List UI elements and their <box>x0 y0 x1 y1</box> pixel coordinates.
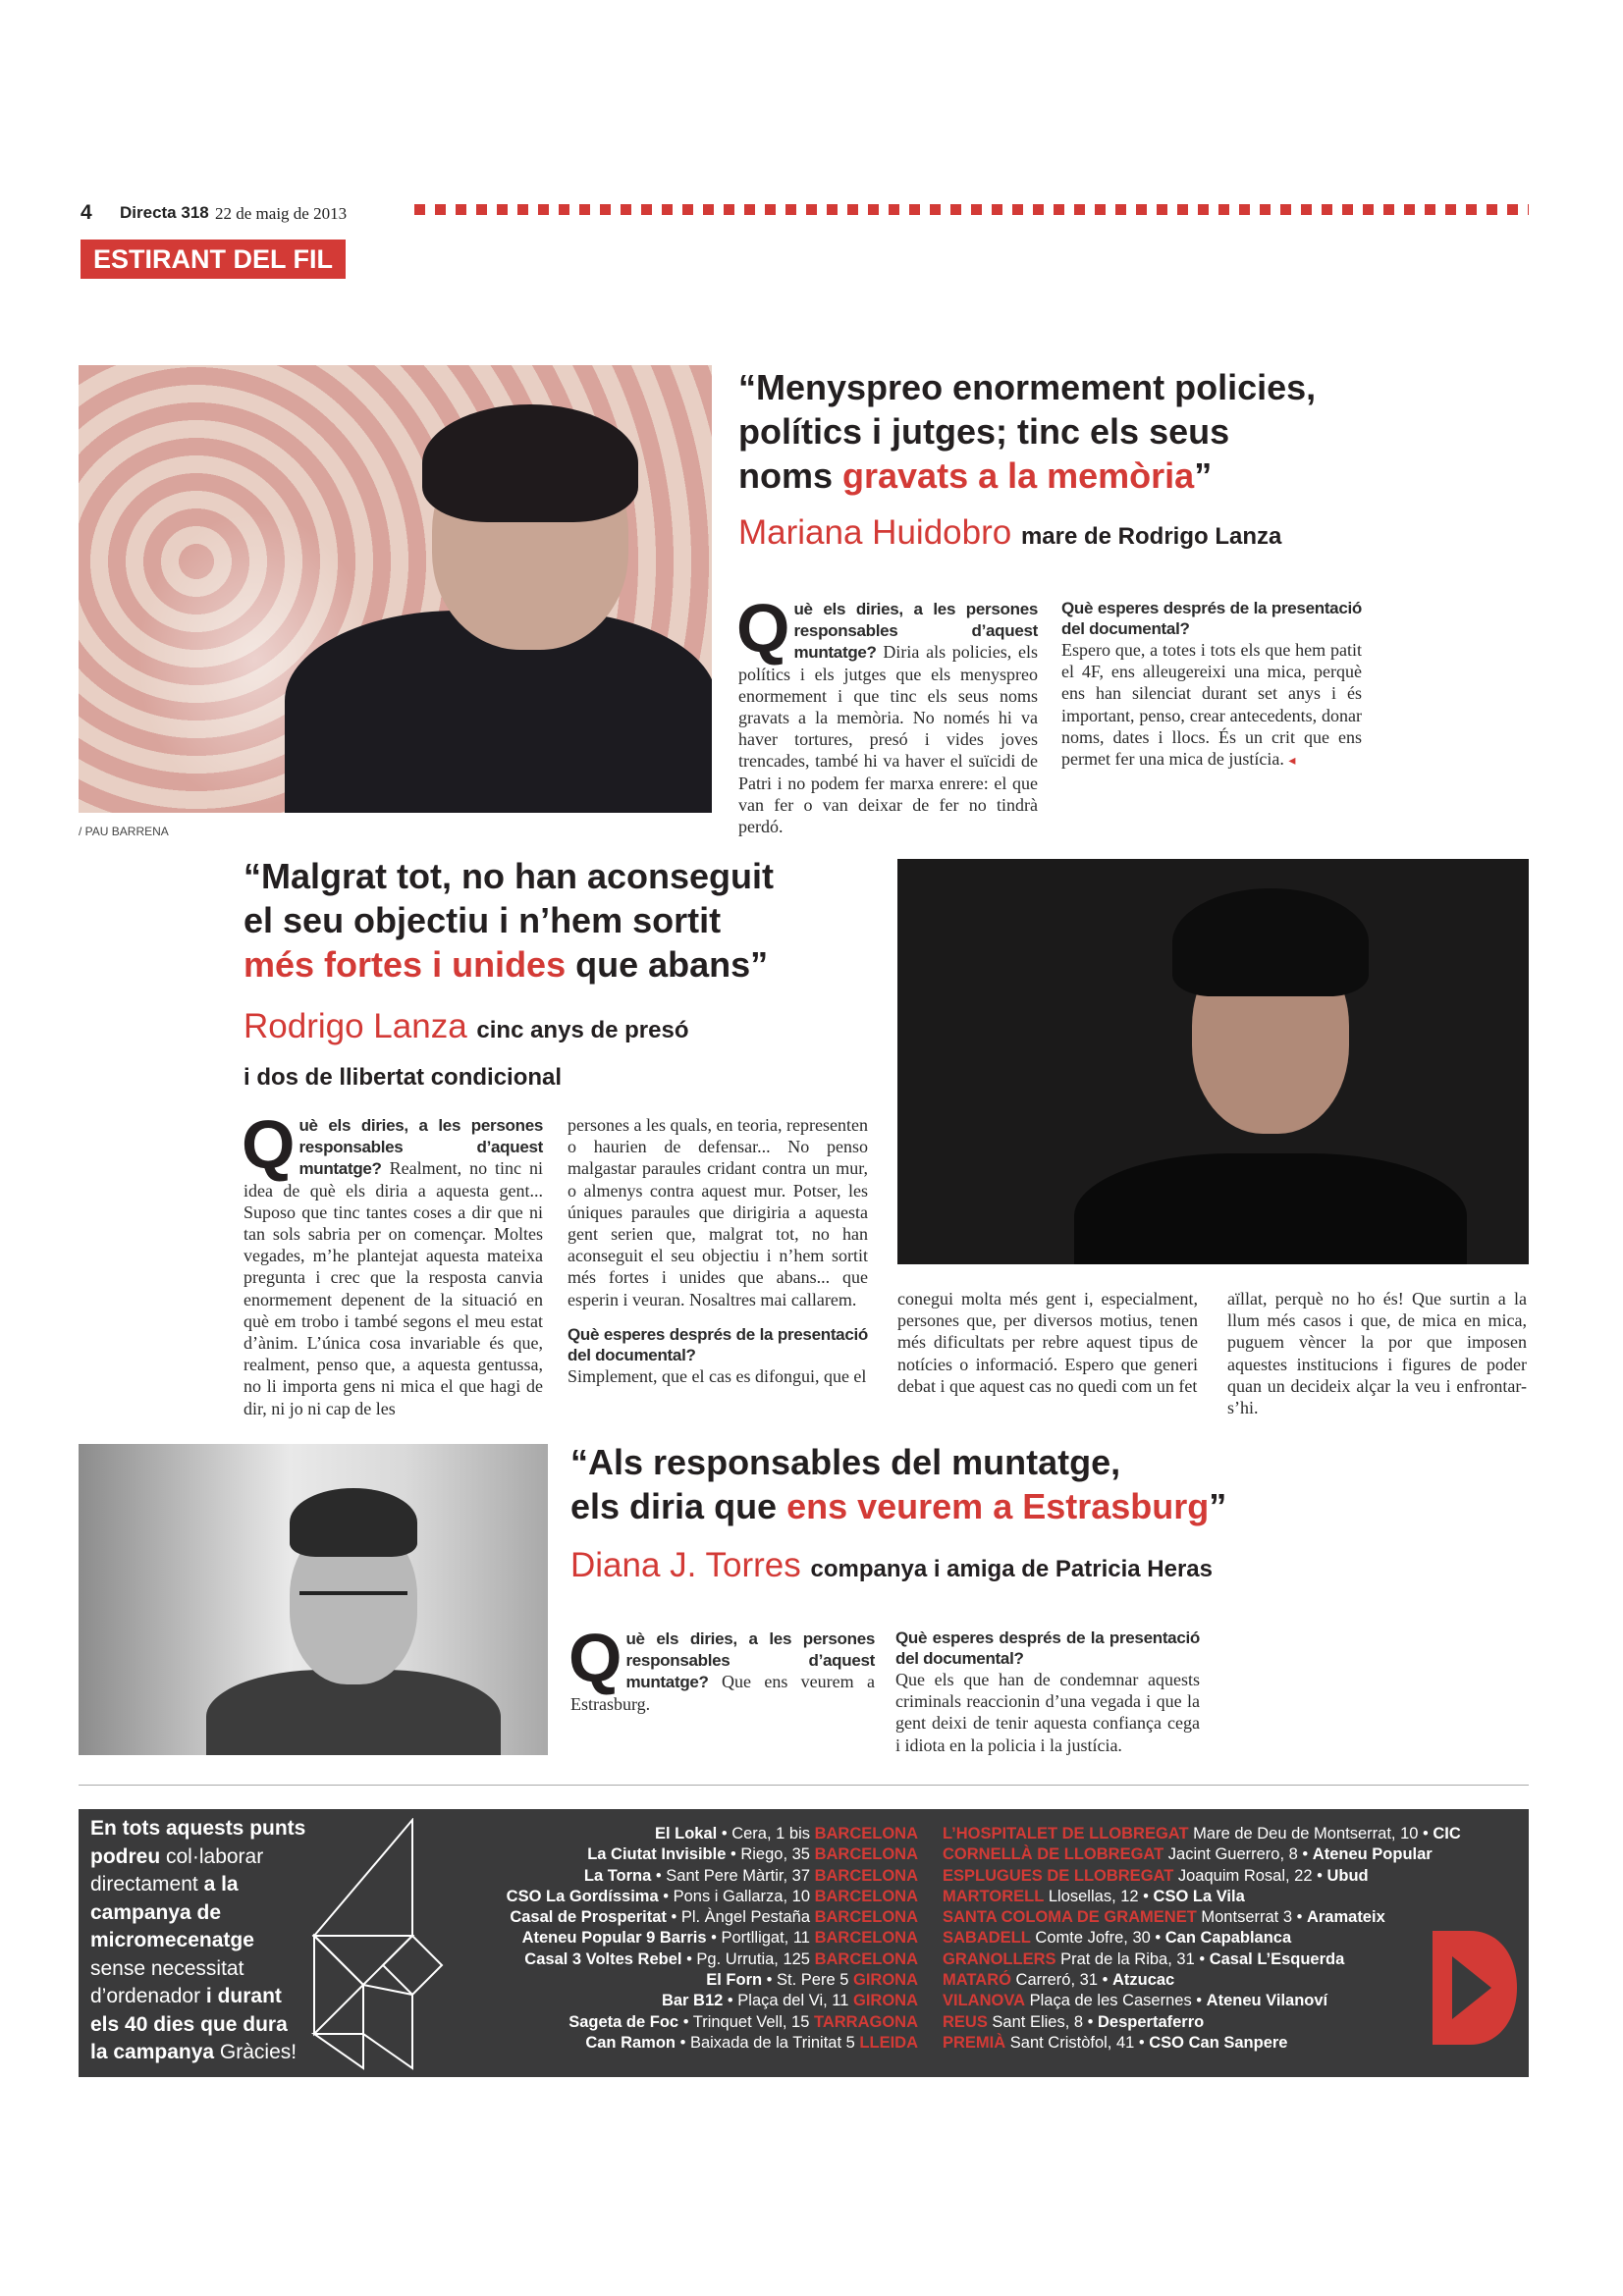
location-name: El Lokal <box>654 1825 718 1842</box>
location-row <box>943 1928 1473 1949</box>
location-name: Ateneu Popular 9 Barris <box>521 1929 707 1948</box>
article2-column1: Què els diries, a les persones responsables d’aquest muntatge? Realment, no tinc ni idea de què els diria a aquesta gent... Suposo que tinc tantes coses a dir que ni tan sols sabria per on començar. Moltes vegades, m’he plantejat aquesta mateixa pregunta i crec que la resposta canvia enormement depenent de la situació en què em trobo i també segons el meu estat d’ànim. L’única cosa invariable és que, realment, penso que, a aquesta gentussa, no li importa gens ni mica el que hagi de dir, ni jo ni cap de les <box>242 1106 544 1418</box>
location-address: Prat de la Riba, 31 • <box>1055 1949 1210 1968</box>
location-row <box>373 1866 918 1887</box>
location-address: Plaça de les Casernes • <box>1025 1992 1207 2010</box>
location-row <box>373 1949 918 1970</box>
location-city: BARCELONA <box>814 1908 918 1927</box>
divider-rule <box>79 1785 1529 1786</box>
location-city: L’HOSPITALET DE LLOBREGAT <box>943 1825 1189 1842</box>
location-name: El Forn <box>706 1971 763 1990</box>
location-address: • Cera, 1 bis <box>717 1825 815 1842</box>
location-row <box>943 2033 1473 2054</box>
location-name: Atzucac <box>1111 1971 1175 1990</box>
location-address: Mare de Deu de Montserrat, 10 • <box>1188 1825 1434 1842</box>
article2-column4: aïllat, perquè no ho és! Que surtin a la llum més casos i que, de mica en mica, puguem vèncer la por que imposen aquestes institucions i figures de poder quan un decideix alçar la veu i enfrontar-s’hi. <box>1227 1289 1527 1418</box>
location-address: Llosellas, 12 • <box>1044 1887 1154 1905</box>
location-row <box>943 1844 1473 1865</box>
location-city: TARRAGONA <box>813 2012 918 2031</box>
location-row <box>943 1907 1473 1928</box>
location-city: LLEIDA <box>859 2033 918 2052</box>
location-address: • Baixada de la Trinitat 5 <box>676 2033 860 2052</box>
location-name: CSO Can Sanpere <box>1149 2033 1288 2052</box>
location-row <box>373 1970 918 1991</box>
article1-column1: Què els diries, a les persones responsables d’aquest muntatge? Diria als policies, els polítics i els jutges que els menyspreo enormement i que tinc els seus noms gravats a la memòria. No només hi va haver tortures, presó i vides joves trencades, també hi va haver el suïcidi de Patri i no podem fer marxa enrere: el que van fer o van deixar de fer no tindrà perdó. <box>736 590 1039 837</box>
location-address: • Riego, 35 <box>726 1845 815 1864</box>
issue-date: 22 de maig de 2013 <box>215 204 348 223</box>
location-city: GRANOLLERS <box>943 1949 1056 1968</box>
header-dashed-rule <box>414 204 1529 215</box>
location-name: Despertaferro <box>1098 2012 1205 2031</box>
location-city: MATARÓ <box>943 1971 1011 1990</box>
location-name: La Torna <box>583 1866 652 1885</box>
location-name: CSO La Vila <box>1153 1887 1245 1905</box>
location-row <box>943 1970 1473 1991</box>
location-address: • Sant Pere Màrtir, 37 <box>651 1866 815 1885</box>
location-row <box>373 2012 918 2033</box>
location-city: BARCELONA <box>814 1845 918 1864</box>
photo-credit: / PAU BARRENA <box>79 825 169 838</box>
location-city: ESPLUGUES DE LLOBREGAT <box>943 1866 1174 1885</box>
article1-column2: Què esperes després de la presentació del documental? Espero que, a totes i tots els que hem patit el 4F, ens alleugereixi una mica, perquè ens han silenciat durant set anys i és important, penso, crear antecedents, donar noms, dates i llocs. És un crit que ens permet fer una mica de justícia. ◂ <box>1061 599 1362 770</box>
location-name: Ateneu Vilanoví <box>1206 1992 1328 2010</box>
location-city: GIRONA <box>853 1992 918 2010</box>
photo-diana-j-torres <box>79 1444 548 1755</box>
location-city: BARCELONA <box>814 1825 918 1842</box>
location-address: • Trinquet Vell, 15 <box>678 2012 814 2031</box>
location-name: Aramateix <box>1306 1908 1385 1927</box>
byline-article1: Mariana Huidobro mare de Rodrigo Lanza <box>738 513 1282 552</box>
headline-article2: “Malgrat tot, no han aconseguit el seu objectiu i n’hem sortit més fortes i unides que abans” <box>243 856 775 985</box>
location-name: Can Capablanca <box>1164 1929 1292 1948</box>
location-row <box>943 1949 1473 1970</box>
location-name: Casal L’Esquerda <box>1209 1949 1345 1968</box>
location-city: VILANOVA <box>943 1992 1026 2010</box>
location-name: Can Ramon <box>585 2033 676 2052</box>
location-address: • Pons i Gallarza, 10 <box>658 1887 815 1905</box>
section-label: ESTIRANT DEL FIL <box>81 240 346 279</box>
location-name: Sageta de Foc <box>568 2012 679 2031</box>
location-address: Sant Elies, 8 • <box>987 2012 1099 2031</box>
location-address: Carreró, 31 • <box>1010 1971 1112 1990</box>
location-row <box>373 1928 918 1949</box>
location-name: La Ciutat Invisible <box>587 1845 727 1864</box>
article2-column3: conegui molta més gent i, especialment, persones que, per diversos motius, tenen més dificultats per rebre aquest tipus de notícies o informació. Espero que generi debat i que aquest cas no quedi com un fet <box>897 1289 1198 1396</box>
location-name: CSO La Gordíssima <box>506 1887 659 1905</box>
byline-article2: Rodrigo Lanza cinc anys de presó i dos de llibertat condicional <box>243 1007 689 1091</box>
location-name: Ateneu Popular <box>1312 1845 1433 1864</box>
locations-list-left <box>373 1824 918 2054</box>
photo-mariana-huidobro <box>79 365 712 813</box>
location-address: Montserrat 3 • <box>1196 1908 1307 1927</box>
location-city: MARTORELL <box>943 1887 1045 1905</box>
location-row <box>943 1824 1473 1844</box>
location-row <box>943 2012 1473 2033</box>
location-name: Casal de Prosperitat <box>510 1908 667 1927</box>
location-address: • St. Pere 5 <box>762 1971 853 1990</box>
location-row <box>373 1824 918 1844</box>
location-city: BARCELONA <box>814 1929 918 1948</box>
photo-rodrigo-lanza <box>897 859 1529 1264</box>
page-number: 4 <box>81 201 92 224</box>
location-city: REUS <box>943 2012 988 2031</box>
headline-article3: “Als responsables del muntatge, els diria que ens veurem a Estrasburg” <box>570 1442 1227 1526</box>
location-address: Sant Cristòfol, 41 • <box>1005 2033 1150 2052</box>
location-row <box>943 1991 1473 2011</box>
location-row <box>373 1991 918 2011</box>
location-city: CORNELLÀ DE LLOBREGAT <box>943 1845 1164 1864</box>
publication-name: Directa 318 <box>120 203 209 222</box>
location-city: SABADELL <box>943 1929 1031 1948</box>
location-city: BARCELONA <box>814 1949 918 1968</box>
location-row <box>373 1907 918 1928</box>
location-address: Joaquim Rosal, 22 • <box>1173 1866 1327 1885</box>
location-address: • Portlligat, 11 <box>706 1929 815 1948</box>
location-address: Jacint Guerrero, 8 • <box>1163 1845 1313 1864</box>
location-row <box>943 1887 1473 1907</box>
location-row <box>943 1866 1473 1887</box>
article3-column1: Què els diries, a les persones responsables d’aquest muntatge? Que ens veurem a Estrasburg. <box>568 1620 875 1714</box>
location-name: CIC <box>1433 1825 1461 1842</box>
campaign-intro-text: En tots aquests punts podreu col·laborar directament a la campanya de micromecenatge sense necessitat d’ordenador i durant els 40 dies que dura la campanya Gràcies! <box>90 1817 306 2063</box>
location-row <box>373 2033 918 2054</box>
location-city: BARCELONA <box>814 1887 918 1905</box>
location-city: PREMIÀ <box>943 2033 1006 2052</box>
article3-column2: Què esperes després de la presentació del documental? Que els que han de condemnar aquests criminals reaccionin d’una vegada i que la gent deixi de tenir aquesta confiança cega i idiota en la policia i la justícia. <box>895 1629 1200 1755</box>
location-city: SANTA COLOMA DE GRAMENET <box>943 1908 1197 1927</box>
location-name: Bar B12 <box>661 1992 724 2010</box>
location-address: Comte Jofre, 30 • <box>1030 1929 1165 1948</box>
location-row <box>373 1887 918 1907</box>
byline-article3: Diana J. Torres companya i amiga de Patricia Heras <box>570 1546 1213 1584</box>
location-name: Ubud <box>1326 1866 1369 1885</box>
headline-article1: “Menyspreo enormement policies, polítics i jutges; tinc els seus noms gravats a la memòria” <box>738 367 1317 496</box>
end-mark: ◂ <box>1288 754 1296 770</box>
location-city: BARCELONA <box>814 1866 918 1885</box>
location-address: • Pg. Urrutia, 125 <box>681 1949 815 1968</box>
location-city: GIRONA <box>853 1971 918 1990</box>
location-row <box>373 1844 918 1865</box>
location-address: • Pl. Àngel Pestaña <box>666 1908 815 1927</box>
location-name: Casal 3 Voltes Rebel <box>524 1949 682 1968</box>
article2-column2: persones a les quals, en teoria, representen o haurien de defensar... No penso malgastar paraules cridant contra un mur, o almenys contra aquest mur. Potser, les úniques paraules que dirigiria a aquesta gent serien que, malgrat tot, no han aconseguit el seu objectiu i n’hem sortit més fortes i unides que abans... que esperin i veuran. Nosaltres mai callarem. Què esperes després de la presentació del documental? Simplement, que el cas es difongui, que el <box>568 1115 868 1386</box>
location-address: • Plaça del Vi, 11 <box>723 1992 853 2010</box>
directa-logo-icon <box>1431 1929 1519 2047</box>
locations-list-right <box>943 1824 1473 2054</box>
